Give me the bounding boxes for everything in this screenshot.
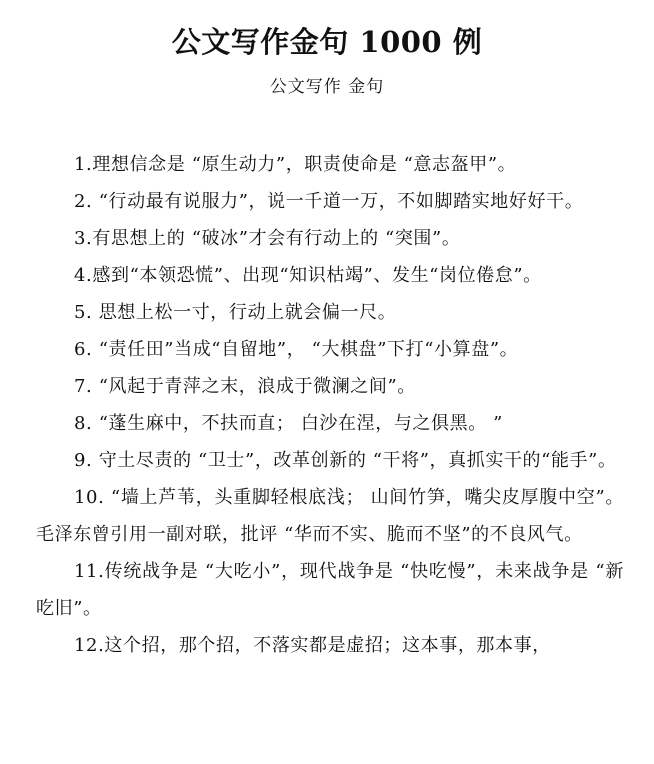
paragraph: 7. “风起于青萍之末，浪成于微澜之间”。 (74, 376, 416, 397)
paragraph: 8. “蓬生麻中，不扶而直； 白沙在涅，与之俱黑。 ” (74, 413, 503, 434)
paragraph: 1.理想信念是 “原生动力”，职责使命是 “意志盔甲”。 (74, 154, 517, 175)
paragraph: 12.这个招，那个招，不落实都是虚招；这本事，那本事， (74, 635, 551, 656)
document-title: 公文写作金句 1000 例 (171, 25, 483, 59)
paragraph: 11.传统战争是 “大吃小”，现代战争是 “快吃慢”，未来战争是 “新吃旧”。 (36, 561, 624, 619)
paragraph: 3.有思想上的 “破冰”才会有行动上的 “突围”。 (74, 228, 461, 249)
paragraph: 2. “行动最有说服力”，说一千道一万，不如脚踏实地好好干。 (74, 191, 584, 212)
paragraph: 10. “墙上芦苇，头重脚轻根底浅； 山间竹笋，嘴尖皮厚腹中空”。毛泽东曾引用一副对联，批评 “华而不实、脆而不坚”的不良风气。 (36, 487, 624, 545)
paragraph: 9. 守土尽责的 “卫士”，改革创新的 “干将”，真抓实干的“能手”。 (74, 450, 617, 471)
paragraph: 4.感到“本领恐慌”、出现“知识枯竭”、发生“岗位倦怠”。 (74, 265, 542, 286)
paragraph: 5. 思想上松一寸，行动上就会偏一尺。 (74, 302, 397, 323)
document-body (36, 146, 624, 664)
paragraph: 6. “责任田”当成“自留地”， “大棋盘”下打“小算盘”。 (74, 339, 519, 360)
document-subtitle: 公文写作 金句 (269, 77, 385, 97)
